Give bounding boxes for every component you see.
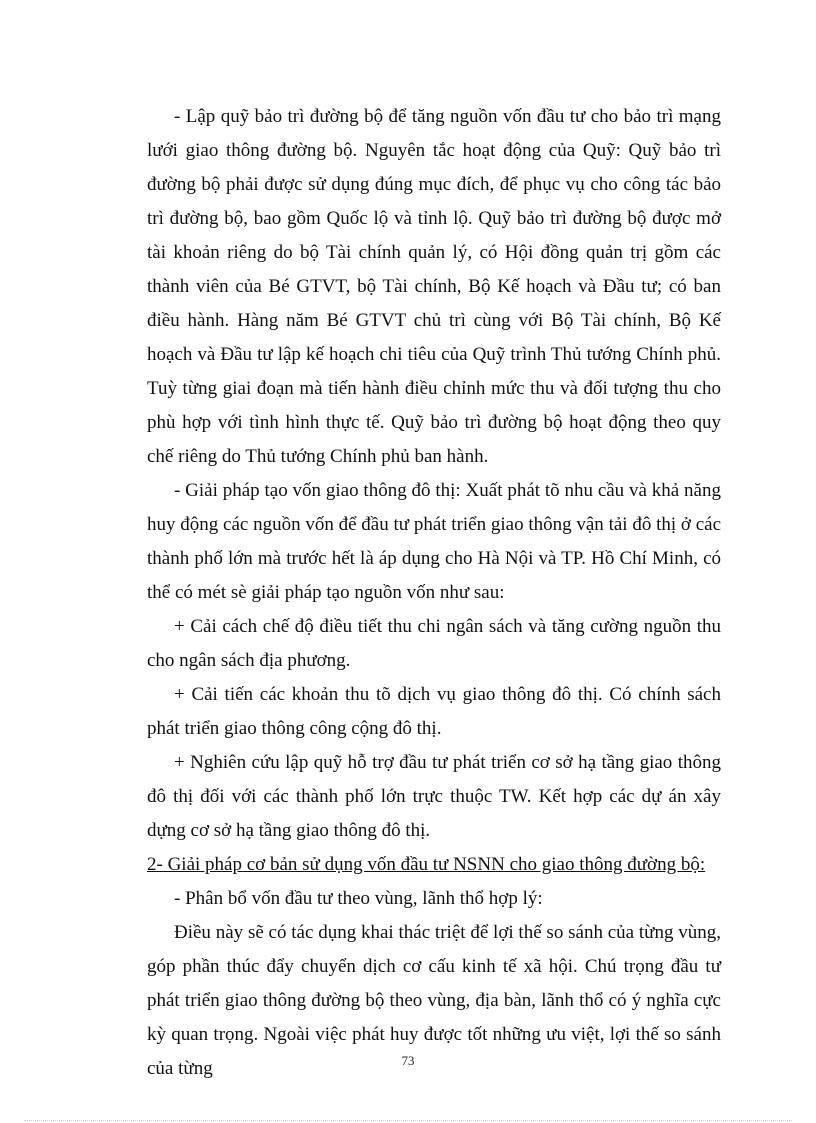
section-heading: 2- Giải pháp cơ bản sử dụng vốn đầu tư NSNN cho giao thông đường bộ: xyxy=(147,854,706,875)
paragraph-urban-service-revenue: + Cải tiến các khoản thu tõ dịch vụ giao thông đô thị. Có chính sách phát triển giao thông công cộng đô thị. xyxy=(147,684,721,739)
paragraph-road-maintenance-fund: - Lập quỹ bảo trì đường bộ để tăng nguồn vốn đầu tư cho bảo trì mạng lưới giao thông đường bộ. Nguyên tắc hoạt động của Quỹ: Quỹ bảo trì đường bộ phải được sử dụng đúng mục đích, để phục vụ cho công tác bảo trì đường bộ, bao gồm Quốc lộ và tỉnh lộ. Quỹ bảo trì đường bộ được mở tài khoản riêng do bộ Tài chính quản lý, có Hội đồng quản trị gồm các thành viên của Bé GTVT, bộ Tài chính, Bộ Kế hoạch và Đầu tư; có ban điều hành. Hàng năm Bé GTVT chủ trì cùng với Bộ Tài chính, Bộ Kế hoạch và Đầu tư lập kế hoạch chi tiêu của Quỹ trình Thủ tướng Chính phủ. Tuỳ từng giai đoạn mà tiến hành điều chỉnh mức thu và đối tượng thu cho phù hợp với tình hình thực tế. Quỹ bảo trì đường bộ hoạt động theo quy chế riêng do Thủ tướng Chính phủ ban hành. xyxy=(147,106,721,467)
paragraph-budget-reform: + Cải cách chế độ điều tiết thu chi ngân sách và tăng cường nguồn thu cho ngân sách địa phương. xyxy=(147,616,721,671)
paragraph-regional-advantage: Điều này sẽ có tác dụng khai thác triệt để lợi thế so sánh của từng vùng, góp phần thúc đẩy chuyển dịch cơ cấu kinh tế xã hội. Chú trọng đầu tư phát triển giao thông đường bộ theo vùng, địa bàn, lãnh thổ có ý nghĩa cực kỳ quan trọng. Ngoài việc phát huy được tốt những ưu việt, lợi thế so sánh của từng xyxy=(147,922,721,1079)
paragraph-urban-transport-capital: - Giải pháp tạo vốn giao thông đô thị: Xuất phát tõ nhu cầu và khả năng huy động các nguồn vốn để đầu tư phát triển giao thông vận tải đô thị ở các thành phố lớn mà trước hết là áp dụng cho Hà Nội và TP. Hồ Chí Minh, có thể có mét sè giải pháp tạo nguồn vốn như sau: xyxy=(147,480,721,603)
page-bottom-divider xyxy=(24,1120,792,1121)
paragraph-infrastructure-fund: + Nghiên cứu lập quỹ hỗ trợ đầu tư phát triển cơ sở hạ tầng giao thông đô thị đối với các thành phố lớn trực thuộc TW. Kết hợp các dự án xây dựng cơ sở hạ tầng giao thông đô thị. xyxy=(147,752,721,841)
body-text xyxy=(147,100,721,1086)
paragraph-regional-allocation: - Phân bổ vốn đầu tư theo vùng, lãnh thổ hợp lý: xyxy=(174,888,543,909)
page-number: 73 xyxy=(401,1053,415,1068)
